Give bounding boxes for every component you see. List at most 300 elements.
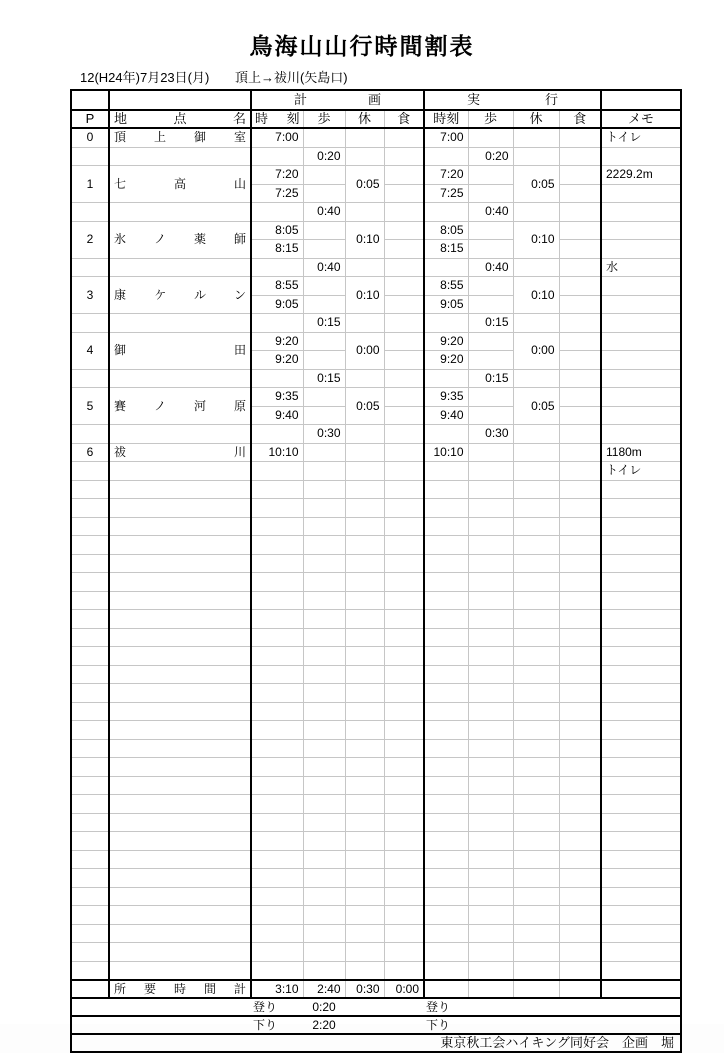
col-header-actual-walk: 歩 [468,110,513,128]
actual-time-cell [424,887,468,906]
actual-time-cell [424,758,468,777]
plan-section-header: 計画 [251,90,424,110]
memo-cell [601,924,681,943]
plan-walk-cell [303,924,345,943]
memo-cell [601,517,681,536]
descent-plan-value-cell: 2:20 [303,1016,345,1034]
spacer-cell [71,980,109,998]
plan-walk-cell [303,721,345,740]
memo-cell [601,702,681,721]
actual-time-cell [424,813,468,832]
table-row [71,813,681,832]
actual-meal-cell [559,702,601,721]
spacer-cell [601,90,681,110]
plan-rest-cell [345,628,384,647]
plan-time-cell [251,314,303,333]
plan-time-cell: 7:20 [251,166,303,185]
actual-time-cell [424,536,468,555]
plan-rest-cell [345,665,384,684]
plan-rest-cell [345,758,384,777]
plan-meal-cell [384,721,424,740]
point-number-cell: 5 [71,388,109,425]
memo-cell [601,406,681,425]
memo-cell [601,536,681,555]
plan-walk-cell [303,128,345,147]
plan-rest-cell: 0:05 [345,388,384,425]
point-number-cell [71,961,109,980]
table-row [71,739,681,758]
actual-meal-cell [559,128,601,147]
actual-meal-cell [559,425,601,444]
actual-walk-cell [468,406,513,425]
plan-rest-cell [345,462,384,481]
point-number-cell [71,684,109,703]
plan-rest-cell [345,536,384,555]
plan-walk-cell: 0:40 [303,203,345,222]
point-name-cell [109,924,251,943]
table-row [71,425,681,444]
actual-rest-cell [513,147,559,166]
actual-meal-cell [559,850,601,869]
plan-walk-cell [303,943,345,962]
actual-walk-cell [468,610,513,629]
actual-time-cell: 9:20 [424,351,468,370]
plan-time-cell [251,628,303,647]
ascent-actual-label-cell: 登り [426,999,451,1014]
actual-meal-cell [559,517,601,536]
plan-meal-cell [384,647,424,666]
actual-meal-cell [559,369,601,388]
actual-time-cell [424,499,468,518]
point-name-cell [109,591,251,610]
actual-walk-cell [468,832,513,851]
memo-cell [601,906,681,925]
actual-meal-cell [559,906,601,925]
actual-walk-cell: 0:15 [468,314,513,333]
plan-walk-cell [303,610,345,629]
plan-time-cell [251,610,303,629]
plan-time-cell [251,813,303,832]
plan-walk-cell [303,221,345,240]
point-number-cell [71,647,109,666]
actual-meal-cell [559,943,601,962]
subtitle [80,67,348,86]
table-row [71,591,681,610]
table-row [71,961,681,980]
table-row [71,554,681,573]
memo-cell [601,647,681,666]
plan-rest-cell: 0:10 [345,221,384,258]
actual-walk-cell [468,795,513,814]
actual-walk-cell [468,813,513,832]
actual-rest-cell: 0:00 [513,332,559,369]
actual-meal-cell [559,758,601,777]
plan-walk-cell [303,758,345,777]
actual-walk-cell [468,739,513,758]
col-header-memo: メモ [601,110,681,128]
plan-walk-cell [303,739,345,758]
plan-meal-cell [384,832,424,851]
actual-walk-cell [468,221,513,240]
plan-meal-cell [384,795,424,814]
memo-cell [601,739,681,758]
plan-meal-cell [384,924,424,943]
plan-time-cell [251,369,303,388]
plan-time-cell: 9:20 [251,351,303,370]
spacer-cell [468,980,513,998]
plan-meal-cell [384,499,424,518]
spacer-cell [71,90,109,110]
plan-meal-cell [384,684,424,703]
memo-cell [601,610,681,629]
point-number-cell [71,776,109,795]
plan-walk-cell [303,961,345,980]
actual-time-cell [424,869,468,888]
table-row [71,850,681,869]
actual-time-cell: 8:05 [424,221,468,240]
plan-walk-cell [303,832,345,851]
plan-time-cell [251,203,303,222]
actual-time-cell [424,961,468,980]
memo-cell [601,850,681,869]
table-row [71,277,681,296]
actual-meal-cell [559,351,601,370]
point-name-cell [109,869,251,888]
point-name-cell [109,147,251,166]
plan-meal-cell [384,758,424,777]
actual-time-cell [424,739,468,758]
plan-time-cell [251,739,303,758]
table-row [71,536,681,555]
memo-cell [601,221,681,240]
actual-time-cell [424,665,468,684]
plan-rest-cell [345,813,384,832]
plan-rest-cell [345,739,384,758]
actual-meal-cell [559,832,601,851]
actual-walk-cell [468,184,513,203]
actual-rest-cell [513,517,559,536]
actual-rest-cell [513,369,559,388]
plan-walk-cell: 0:30 [303,425,345,444]
actual-rest-cell [513,832,559,851]
table-row [71,462,681,481]
plan-walk-cell [303,869,345,888]
actual-time-cell [424,258,468,277]
memo-cell [601,869,681,888]
memo-cell [601,887,681,906]
plan-walk-cell [303,813,345,832]
plan-rest-cell [345,147,384,166]
memo-cell [601,351,681,370]
point-number-cell: 6 [71,443,109,462]
actual-time-cell [424,832,468,851]
plan-walk-cell [303,647,345,666]
actual-walk-cell [468,573,513,592]
spacer-cell [109,90,251,110]
actual-walk-cell [468,758,513,777]
table-row [71,776,681,795]
actual-rest-cell [513,924,559,943]
plan-time-cell [251,869,303,888]
memo-cell [601,480,681,499]
point-number-cell: 3 [71,277,109,314]
plan-time-cell [251,573,303,592]
spacer-cell [513,980,559,998]
plan-time-cell [251,702,303,721]
actual-time-cell [424,776,468,795]
point-number-cell: 4 [71,332,109,369]
memo-cell [601,388,681,407]
point-name-cell [109,536,251,555]
memo-cell [601,147,681,166]
plan-walk-cell [303,295,345,314]
memo-cell [601,573,681,592]
actual-meal-cell [559,924,601,943]
actual-meal-cell [559,332,601,351]
point-name-cell [109,850,251,869]
actual-rest-cell [513,314,559,333]
actual-walk-cell [468,351,513,370]
table-row [71,887,681,906]
actual-time-cell [424,591,468,610]
plan-rest-cell [345,850,384,869]
plan-walk-cell [303,573,345,592]
point-name-cell: 御田 [109,332,251,369]
plan-time-cell [251,850,303,869]
actual-walk-cell [468,128,513,147]
plan-meal-cell [384,147,424,166]
actual-meal-cell [559,221,601,240]
plan-walk-cell [303,443,345,462]
actual-time-cell: 9:40 [424,406,468,425]
plan-meal-cell [384,166,424,185]
actual-rest-cell: 0:10 [513,221,559,258]
point-name-cell [109,258,251,277]
table-row [71,721,681,740]
actual-rest-cell [513,462,559,481]
plan-walk-cell [303,776,345,795]
point-number-cell [71,739,109,758]
plan-rest-cell [345,776,384,795]
actual-rest-cell: 0:05 [513,166,559,203]
plan-rest-cell [345,314,384,333]
actual-time-cell: 8:15 [424,240,468,259]
actual-rest-cell [513,850,559,869]
actual-time-cell [424,147,468,166]
actual-time-cell [424,684,468,703]
actual-time-cell [424,795,468,814]
plan-walk-cell [303,554,345,573]
plan-meal-cell [384,332,424,351]
memo-cell: 2229.2m [601,166,681,185]
actual-walk-cell [468,961,513,980]
spacer-cell [71,1016,251,1034]
actual-time-cell [424,850,468,869]
plan-rest-cell [345,721,384,740]
actual-walk-cell [468,869,513,888]
actual-meal-cell [559,462,601,481]
table-row [71,369,681,388]
plan-walk-cell [303,850,345,869]
actual-rest-cell [513,795,559,814]
actual-rest-cell [513,869,559,888]
plan-walk-cell [303,240,345,259]
plan-walk-cell [303,887,345,906]
point-name-cell [109,554,251,573]
actual-walk-cell [468,684,513,703]
table-row [71,869,681,888]
plan-walk-cell [303,351,345,370]
memo-cell [601,684,681,703]
spacer-cell [71,998,251,1016]
timetable [70,89,682,1053]
ascent-plan-label-cell: 登り [253,999,278,1014]
actual-meal-cell [559,665,601,684]
plan-walk-cell [303,388,345,407]
actual-walk-cell [468,536,513,555]
page-title: 鳥海山山行時間割表 [249,33,475,59]
plan-walk-cell [303,406,345,425]
actual-walk-cell [468,480,513,499]
actual-walk-cell [468,906,513,925]
plan-rest-cell [345,425,384,444]
point-number-cell [71,887,109,906]
plan-time-cell [251,147,303,166]
plan-rest-cell [345,684,384,703]
actual-meal-cell [559,554,601,573]
actual-rest-cell [513,499,559,518]
spacer-cell [601,998,681,1016]
actual-walk-cell [468,943,513,962]
actual-walk-cell [468,850,513,869]
descent-actual-label-cell: 下り [424,1016,468,1034]
plan-meal-cell [384,702,424,721]
point-number-cell [71,147,109,166]
actual-time-cell [424,610,468,629]
actual-rest-cell [513,702,559,721]
actual-rest-cell [513,573,559,592]
memo-cell [601,591,681,610]
actual-meal-cell [559,610,601,629]
spacer-cell [424,980,468,998]
table-row [71,758,681,777]
total-plan-walk-cell: 2:40 [303,980,345,998]
memo-cell: トイレ [601,462,681,481]
actual-time-cell [424,462,468,481]
actual-walk-cell: 0:40 [468,258,513,277]
actual-meal-cell [559,869,601,888]
plan-meal-cell [384,184,424,203]
table-row [71,314,681,333]
actual-meal-cell [559,776,601,795]
plan-time-cell [251,536,303,555]
plan-time-cell: 9:40 [251,406,303,425]
plan-walk-cell [303,277,345,296]
total-row [71,980,681,998]
point-number-cell [71,573,109,592]
point-number-cell [71,924,109,943]
point-name-cell [109,684,251,703]
actual-walk-cell [468,721,513,740]
plan-time-cell: 7:00 [251,128,303,147]
actual-rest-cell [513,443,559,462]
plan-rest-cell [345,702,384,721]
point-number-cell [71,314,109,333]
plan-rest-cell [345,832,384,851]
point-name-cell [109,425,251,444]
point-name-cell [109,314,251,333]
table-row [71,128,681,147]
actual-walk-cell [468,295,513,314]
actual-rest-cell [513,739,559,758]
table-row [71,499,681,518]
credit-cell: 東京秋工会ハイキング同好会 企画 堀 [71,1034,681,1052]
plan-time-cell [251,758,303,777]
actual-time-cell: 7:25 [424,184,468,203]
actual-walk-cell [468,499,513,518]
actual-time-cell [424,314,468,333]
plan-meal-cell [384,128,424,147]
actual-rest-cell [513,203,559,222]
point-name-cell [109,462,251,481]
point-name-cell [109,628,251,647]
plan-walk-cell [303,906,345,925]
plan-rest-cell: 0:10 [345,277,384,314]
plan-walk-cell: 0:20 [303,147,345,166]
plan-meal-cell [384,591,424,610]
spacer-cell [559,980,601,998]
plan-meal-cell [384,480,424,499]
plan-rest-cell [345,573,384,592]
actual-rest-cell [513,721,559,740]
memo-cell: 水 [601,258,681,277]
plan-time-cell: 10:10 [251,443,303,462]
actual-section-header: 実行 [424,90,601,110]
table-row [71,832,681,851]
actual-rest-cell [513,425,559,444]
plan-meal-cell [384,850,424,869]
plan-meal-cell [384,221,424,240]
actual-walk-cell [468,924,513,943]
point-name-cell [109,517,251,536]
plan-rest-cell [345,961,384,980]
plan-time-cell [251,943,303,962]
table-row [71,203,681,222]
plan-time-cell: 8:55 [251,277,303,296]
actual-time-cell [424,554,468,573]
col-header-actual-time: 時刻 [424,110,468,128]
plan-time-cell [251,906,303,925]
point-name-cell [109,721,251,740]
plan-time-cell: 9:35 [251,388,303,407]
actual-rest-cell: 0:10 [513,277,559,314]
memo-cell [601,665,681,684]
actual-walk-cell: 0:40 [468,203,513,222]
actual-time-cell [424,702,468,721]
actual-time-cell: 7:20 [424,166,468,185]
plan-time-cell [251,462,303,481]
memo-cell [601,203,681,222]
plan-rest-cell [345,906,384,925]
actual-meal-cell [559,887,601,906]
credit-row [71,1034,681,1052]
actual-walk-cell: 0:15 [468,369,513,388]
actual-meal-cell [559,184,601,203]
actual-meal-cell [559,406,601,425]
actual-rest-cell [513,610,559,629]
table-row [71,332,681,351]
actual-time-cell [424,425,468,444]
